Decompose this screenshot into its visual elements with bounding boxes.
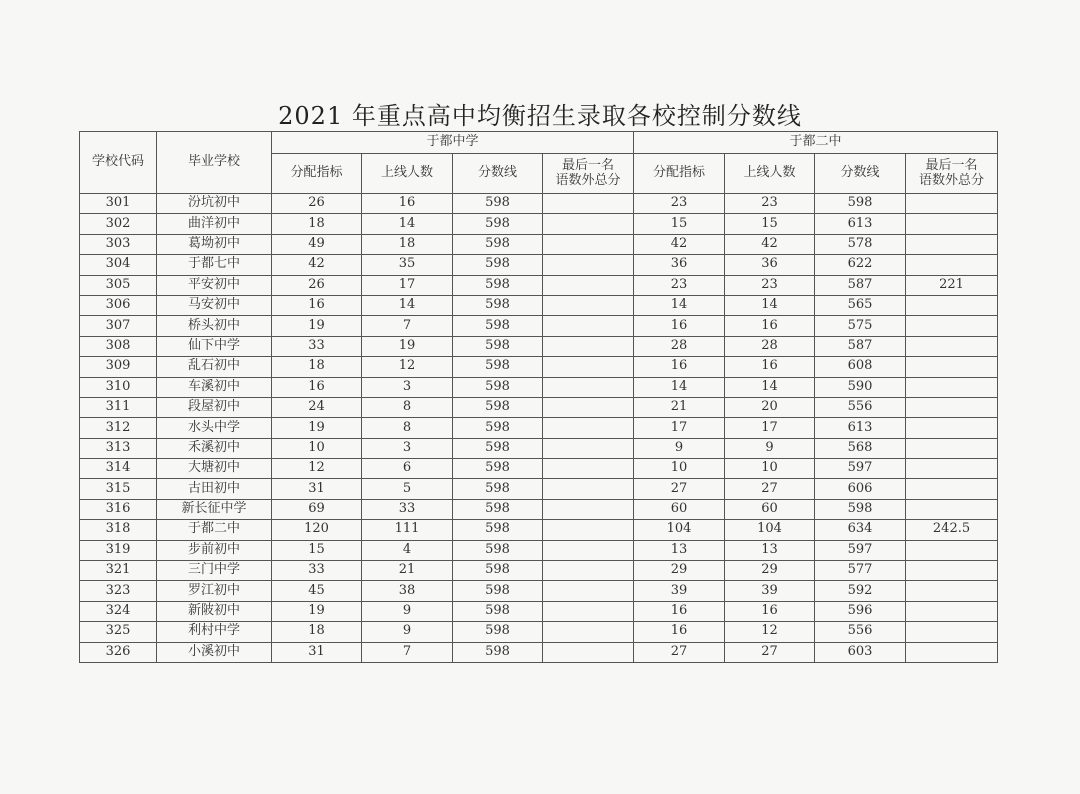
cell-yudu-last-total <box>543 540 634 560</box>
cell-school-name: 段屋初中 <box>157 397 272 417</box>
cell-second-last-total <box>906 642 998 662</box>
cell-yudu-admitted: 7 <box>362 642 453 662</box>
cell-yudu-admitted: 19 <box>362 336 453 356</box>
cell-yudu-cutoff: 598 <box>453 194 543 214</box>
cell-yudu-quota: 24 <box>272 397 362 417</box>
score-table <box>79 131 998 663</box>
cell-school-code: 313 <box>80 438 157 458</box>
cell-second-admitted: 104 <box>725 520 815 540</box>
cell-yudu-quota: 10 <box>272 438 362 458</box>
table-row <box>80 601 998 621</box>
cell-second-quota: 39 <box>634 581 725 601</box>
table-row <box>80 459 998 479</box>
table-row <box>80 357 998 377</box>
table-body <box>80 194 998 663</box>
cell-second-last-total <box>906 459 998 479</box>
cell-second-last-total <box>906 622 998 642</box>
cell-second-cutoff: 634 <box>815 520 906 540</box>
cell-yudu-cutoff: 598 <box>453 642 543 662</box>
cell-school-name: 仙下中学 <box>157 336 272 356</box>
cell-yudu-admitted: 9 <box>362 601 453 621</box>
table-row <box>80 561 998 581</box>
cell-second-cutoff: 597 <box>815 459 906 479</box>
cell-yudu-quota: 19 <box>272 418 362 438</box>
cell-second-admitted: 60 <box>725 499 815 519</box>
cell-yudu-quota: 49 <box>272 234 362 254</box>
cell-school-name: 桥头初中 <box>157 316 272 336</box>
cell-yudu-last-total <box>543 194 634 214</box>
cell-yudu-last-total <box>543 622 634 642</box>
cell-yudu-last-total <box>543 275 634 295</box>
cell-yudu-last-total <box>543 499 634 519</box>
table-row <box>80 540 998 560</box>
cell-yudu-cutoff: 598 <box>453 561 543 581</box>
table-row <box>80 255 998 275</box>
cell-yudu-quota: 15 <box>272 540 362 560</box>
cell-school-name: 古田初中 <box>157 479 272 499</box>
cell-yudu-quota: 18 <box>272 622 362 642</box>
cell-second-cutoff: 587 <box>815 336 906 356</box>
cell-school-code: 316 <box>80 499 157 519</box>
cell-yudu-admitted: 38 <box>362 581 453 601</box>
cell-school-code: 306 <box>80 295 157 315</box>
cell-second-quota: 29 <box>634 561 725 581</box>
cell-school-name: 于都七中 <box>157 255 272 275</box>
cell-second-quota: 14 <box>634 377 725 397</box>
cell-second-quota: 28 <box>634 336 725 356</box>
header-group-yudu-second: 于都二中 <box>634 132 998 154</box>
cell-second-admitted: 12 <box>725 622 815 642</box>
cell-second-quota: 23 <box>634 275 725 295</box>
table-row <box>80 214 998 234</box>
cell-yudu-last-total <box>543 234 634 254</box>
cell-second-quota: 16 <box>634 316 725 336</box>
cell-second-cutoff: 603 <box>815 642 906 662</box>
cell-school-code: 308 <box>80 336 157 356</box>
cell-yudu-quota: 19 <box>272 316 362 336</box>
cell-second-last-total: 242.5 <box>906 520 998 540</box>
table-row <box>80 316 998 336</box>
cell-second-admitted: 15 <box>725 214 815 234</box>
cell-yudu-admitted: 3 <box>362 377 453 397</box>
cell-school-name: 步前初中 <box>157 540 272 560</box>
cell-yudu-admitted: 4 <box>362 540 453 560</box>
cell-yudu-admitted: 6 <box>362 459 453 479</box>
cell-school-name: 马安初中 <box>157 295 272 315</box>
cell-second-admitted: 14 <box>725 295 815 315</box>
cell-yudu-admitted: 8 <box>362 418 453 438</box>
cell-second-cutoff: 613 <box>815 214 906 234</box>
cell-school-name: 小溪初中 <box>157 642 272 662</box>
table-row <box>80 275 998 295</box>
cell-school-code: 315 <box>80 479 157 499</box>
cell-yudu-last-total <box>543 479 634 499</box>
cell-second-last-total <box>906 438 998 458</box>
header-school-name: 毕业学校 <box>157 132 272 194</box>
cell-second-cutoff: 598 <box>815 499 906 519</box>
cell-yudu-quota: 42 <box>272 255 362 275</box>
cell-second-quota: 9 <box>634 438 725 458</box>
cell-yudu-quota: 19 <box>272 601 362 621</box>
cell-school-name: 大塘初中 <box>157 459 272 479</box>
cell-yudu-cutoff: 598 <box>453 234 543 254</box>
cell-yudu-cutoff: 598 <box>453 397 543 417</box>
cell-second-last-total <box>906 295 998 315</box>
cell-second-cutoff: 608 <box>815 357 906 377</box>
cell-second-quota: 60 <box>634 499 725 519</box>
cell-yudu-quota: 33 <box>272 561 362 581</box>
cell-school-name: 曲洋初中 <box>157 214 272 234</box>
cell-yudu-cutoff: 598 <box>453 214 543 234</box>
cell-second-admitted: 29 <box>725 561 815 581</box>
cell-school-code: 326 <box>80 642 157 662</box>
cell-yudu-quota: 31 <box>272 479 362 499</box>
cell-yudu-admitted: 3 <box>362 438 453 458</box>
table-row <box>80 397 998 417</box>
cell-second-admitted: 13 <box>725 540 815 560</box>
page-title: 2021 年重点高中均衡招生录取各校控制分数线 <box>278 102 802 130</box>
cell-yudu-cutoff: 598 <box>453 336 543 356</box>
cell-second-cutoff: 596 <box>815 601 906 621</box>
cell-school-code: 321 <box>80 561 157 581</box>
cell-school-code: 319 <box>80 540 157 560</box>
header-quota: 分配指标 <box>634 154 725 194</box>
cell-yudu-last-total <box>543 214 634 234</box>
table-row <box>80 499 998 519</box>
cell-yudu-quota: 16 <box>272 377 362 397</box>
cell-school-name: 三门中学 <box>157 561 272 581</box>
cell-second-admitted: 27 <box>725 479 815 499</box>
header-quota: 分配指标 <box>272 154 362 194</box>
cell-second-last-total <box>906 397 998 417</box>
cell-yudu-cutoff: 598 <box>453 520 543 540</box>
cell-second-admitted: 36 <box>725 255 815 275</box>
cell-yudu-last-total <box>543 295 634 315</box>
cell-second-last-total <box>906 316 998 336</box>
cell-school-code: 311 <box>80 397 157 417</box>
header-admitted: 上线人数 <box>362 154 453 194</box>
cell-yudu-cutoff: 598 <box>453 581 543 601</box>
cell-school-code: 305 <box>80 275 157 295</box>
cell-school-name: 平安初中 <box>157 275 272 295</box>
cell-second-cutoff: 597 <box>815 540 906 560</box>
cell-school-code: 309 <box>80 357 157 377</box>
cell-yudu-quota: 45 <box>272 581 362 601</box>
cell-second-cutoff: 568 <box>815 438 906 458</box>
cell-yudu-admitted: 21 <box>362 561 453 581</box>
cell-yudu-last-total <box>543 520 634 540</box>
cell-second-quota: 15 <box>634 214 725 234</box>
cell-yudu-last-total <box>543 377 634 397</box>
cell-second-last-total: 221 <box>906 275 998 295</box>
cell-school-code: 310 <box>80 377 157 397</box>
header-group-yudu-middle: 于都中学 <box>272 132 634 154</box>
cell-yudu-quota: 26 <box>272 275 362 295</box>
cell-second-last-total <box>906 234 998 254</box>
cell-second-cutoff: 606 <box>815 479 906 499</box>
cell-yudu-admitted: 8 <box>362 397 453 417</box>
cell-school-code: 323 <box>80 581 157 601</box>
header-row-groups <box>80 132 998 154</box>
cell-school-code: 302 <box>80 214 157 234</box>
cell-second-admitted: 42 <box>725 234 815 254</box>
cell-yudu-cutoff: 598 <box>453 357 543 377</box>
cell-yudu-admitted: 111 <box>362 520 453 540</box>
cell-second-quota: 42 <box>634 234 725 254</box>
cell-school-code: 301 <box>80 194 157 214</box>
cell-second-admitted: 16 <box>725 357 815 377</box>
table-row <box>80 642 998 662</box>
cell-school-code: 303 <box>80 234 157 254</box>
cell-second-admitted: 23 <box>725 194 815 214</box>
cell-yudu-admitted: 7 <box>362 316 453 336</box>
cell-school-name: 禾溪初中 <box>157 438 272 458</box>
cell-second-quota: 14 <box>634 295 725 315</box>
cell-yudu-quota: 18 <box>272 357 362 377</box>
cell-second-cutoff: 613 <box>815 418 906 438</box>
cell-yudu-admitted: 14 <box>362 295 453 315</box>
cell-second-admitted: 17 <box>725 418 815 438</box>
cell-second-admitted: 20 <box>725 397 815 417</box>
cell-school-code: 314 <box>80 459 157 479</box>
header-cutoff: 分数线 <box>815 154 906 194</box>
cell-yudu-cutoff: 598 <box>453 418 543 438</box>
table-row <box>80 418 998 438</box>
cell-yudu-last-total <box>543 336 634 356</box>
cell-second-admitted: 16 <box>725 601 815 621</box>
cell-second-quota: 17 <box>634 418 725 438</box>
cell-yudu-cutoff: 598 <box>453 316 543 336</box>
cell-yudu-admitted: 5 <box>362 479 453 499</box>
cell-second-cutoff: 556 <box>815 622 906 642</box>
cell-school-name: 乱石初中 <box>157 357 272 377</box>
cell-second-last-total <box>906 214 998 234</box>
cell-school-code: 325 <box>80 622 157 642</box>
cell-second-quota: 16 <box>634 601 725 621</box>
cell-yudu-cutoff: 598 <box>453 295 543 315</box>
cell-yudu-cutoff: 598 <box>453 601 543 621</box>
cell-school-name: 水头中学 <box>157 418 272 438</box>
cell-second-last-total <box>906 561 998 581</box>
table-row <box>80 336 998 356</box>
cell-yudu-quota: 16 <box>272 295 362 315</box>
cell-second-admitted: 16 <box>725 316 815 336</box>
cell-school-code: 312 <box>80 418 157 438</box>
cell-school-name: 新陂初中 <box>157 601 272 621</box>
cell-yudu-cutoff: 598 <box>453 622 543 642</box>
cell-yudu-quota: 26 <box>272 194 362 214</box>
cell-yudu-cutoff: 598 <box>453 540 543 560</box>
cell-yudu-admitted: 33 <box>362 499 453 519</box>
cell-yudu-last-total <box>543 357 634 377</box>
cell-school-name: 汾坑初中 <box>157 194 272 214</box>
cell-second-admitted: 14 <box>725 377 815 397</box>
header-last-total: 最后一名 语数外总分 <box>906 154 998 194</box>
cell-second-last-total <box>906 581 998 601</box>
cell-second-cutoff: 592 <box>815 581 906 601</box>
header-last-total: 最后一名 语数外总分 <box>543 154 634 194</box>
cell-school-code: 318 <box>80 520 157 540</box>
table-row <box>80 194 998 214</box>
header-school-code: 学校代码 <box>80 132 157 194</box>
cell-second-quota: 23 <box>634 194 725 214</box>
table-row <box>80 622 998 642</box>
cell-yudu-quota: 69 <box>272 499 362 519</box>
cell-second-last-total <box>906 336 998 356</box>
cell-second-admitted: 27 <box>725 642 815 662</box>
cell-second-quota: 104 <box>634 520 725 540</box>
cell-yudu-quota: 31 <box>272 642 362 662</box>
cell-school-name: 利村中学 <box>157 622 272 642</box>
table-row <box>80 479 998 499</box>
cell-yudu-quota: 12 <box>272 459 362 479</box>
cell-second-last-total <box>906 601 998 621</box>
cell-second-quota: 16 <box>634 622 725 642</box>
cell-second-cutoff: 622 <box>815 255 906 275</box>
cell-second-admitted: 10 <box>725 459 815 479</box>
cell-school-code: 324 <box>80 601 157 621</box>
cell-second-quota: 36 <box>634 255 725 275</box>
table-row <box>80 520 998 540</box>
cell-yudu-last-total <box>543 316 634 336</box>
cell-yudu-admitted: 9 <box>362 622 453 642</box>
cell-school-name: 葛坳初中 <box>157 234 272 254</box>
cell-second-admitted: 23 <box>725 275 815 295</box>
cell-second-cutoff: 598 <box>815 194 906 214</box>
cell-second-quota: 10 <box>634 459 725 479</box>
table-row <box>80 377 998 397</box>
cell-school-name: 于都二中 <box>157 520 272 540</box>
cell-school-code: 307 <box>80 316 157 336</box>
cell-second-quota: 27 <box>634 642 725 662</box>
cell-yudu-last-total <box>543 418 634 438</box>
cell-yudu-cutoff: 598 <box>453 438 543 458</box>
cell-second-admitted: 39 <box>725 581 815 601</box>
cell-school-name: 罗江初中 <box>157 581 272 601</box>
cell-second-cutoff: 578 <box>815 234 906 254</box>
table-row <box>80 438 998 458</box>
cell-yudu-quota: 18 <box>272 214 362 234</box>
cell-yudu-last-total <box>543 642 634 662</box>
cell-yudu-admitted: 35 <box>362 255 453 275</box>
cell-school-name: 车溪初中 <box>157 377 272 397</box>
cell-yudu-cutoff: 598 <box>453 255 543 275</box>
cell-second-last-total <box>906 540 998 560</box>
cell-second-cutoff: 577 <box>815 561 906 581</box>
cell-second-quota: 27 <box>634 479 725 499</box>
header-admitted: 上线人数 <box>725 154 815 194</box>
header-cutoff: 分数线 <box>453 154 543 194</box>
cell-yudu-last-total <box>543 581 634 601</box>
cell-yudu-admitted: 12 <box>362 357 453 377</box>
cell-second-last-total <box>906 255 998 275</box>
cell-second-last-total <box>906 418 998 438</box>
cell-second-quota: 13 <box>634 540 725 560</box>
cell-school-code: 304 <box>80 255 157 275</box>
cell-second-admitted: 9 <box>725 438 815 458</box>
cell-yudu-last-total <box>543 438 634 458</box>
cell-second-quota: 16 <box>634 357 725 377</box>
cell-second-last-total <box>906 499 998 519</box>
cell-yudu-quota: 120 <box>272 520 362 540</box>
cell-yudu-admitted: 14 <box>362 214 453 234</box>
cell-second-cutoff: 575 <box>815 316 906 336</box>
cell-yudu-last-total <box>543 561 634 581</box>
cell-yudu-quota: 33 <box>272 336 362 356</box>
cell-yudu-last-total <box>543 601 634 621</box>
cell-yudu-admitted: 18 <box>362 234 453 254</box>
cell-second-cutoff: 565 <box>815 295 906 315</box>
cell-yudu-cutoff: 598 <box>453 479 543 499</box>
cell-second-last-total <box>906 357 998 377</box>
cell-yudu-admitted: 17 <box>362 275 453 295</box>
cell-yudu-last-total <box>543 255 634 275</box>
cell-yudu-cutoff: 598 <box>453 275 543 295</box>
cell-second-last-total <box>906 194 998 214</box>
cell-second-last-total <box>906 377 998 397</box>
cell-yudu-last-total <box>543 397 634 417</box>
cell-second-cutoff: 556 <box>815 397 906 417</box>
cell-yudu-last-total <box>543 459 634 479</box>
cell-yudu-cutoff: 598 <box>453 377 543 397</box>
cell-yudu-cutoff: 598 <box>453 459 543 479</box>
table-row <box>80 295 998 315</box>
table-row <box>80 581 998 601</box>
cell-second-quota: 21 <box>634 397 725 417</box>
cell-second-cutoff: 590 <box>815 377 906 397</box>
cell-second-admitted: 28 <box>725 336 815 356</box>
cell-second-cutoff: 587 <box>815 275 906 295</box>
table-row <box>80 234 998 254</box>
cell-second-last-total <box>906 479 998 499</box>
cell-school-name: 新长征中学 <box>157 499 272 519</box>
cell-yudu-admitted: 16 <box>362 194 453 214</box>
cell-yudu-cutoff: 598 <box>453 499 543 519</box>
